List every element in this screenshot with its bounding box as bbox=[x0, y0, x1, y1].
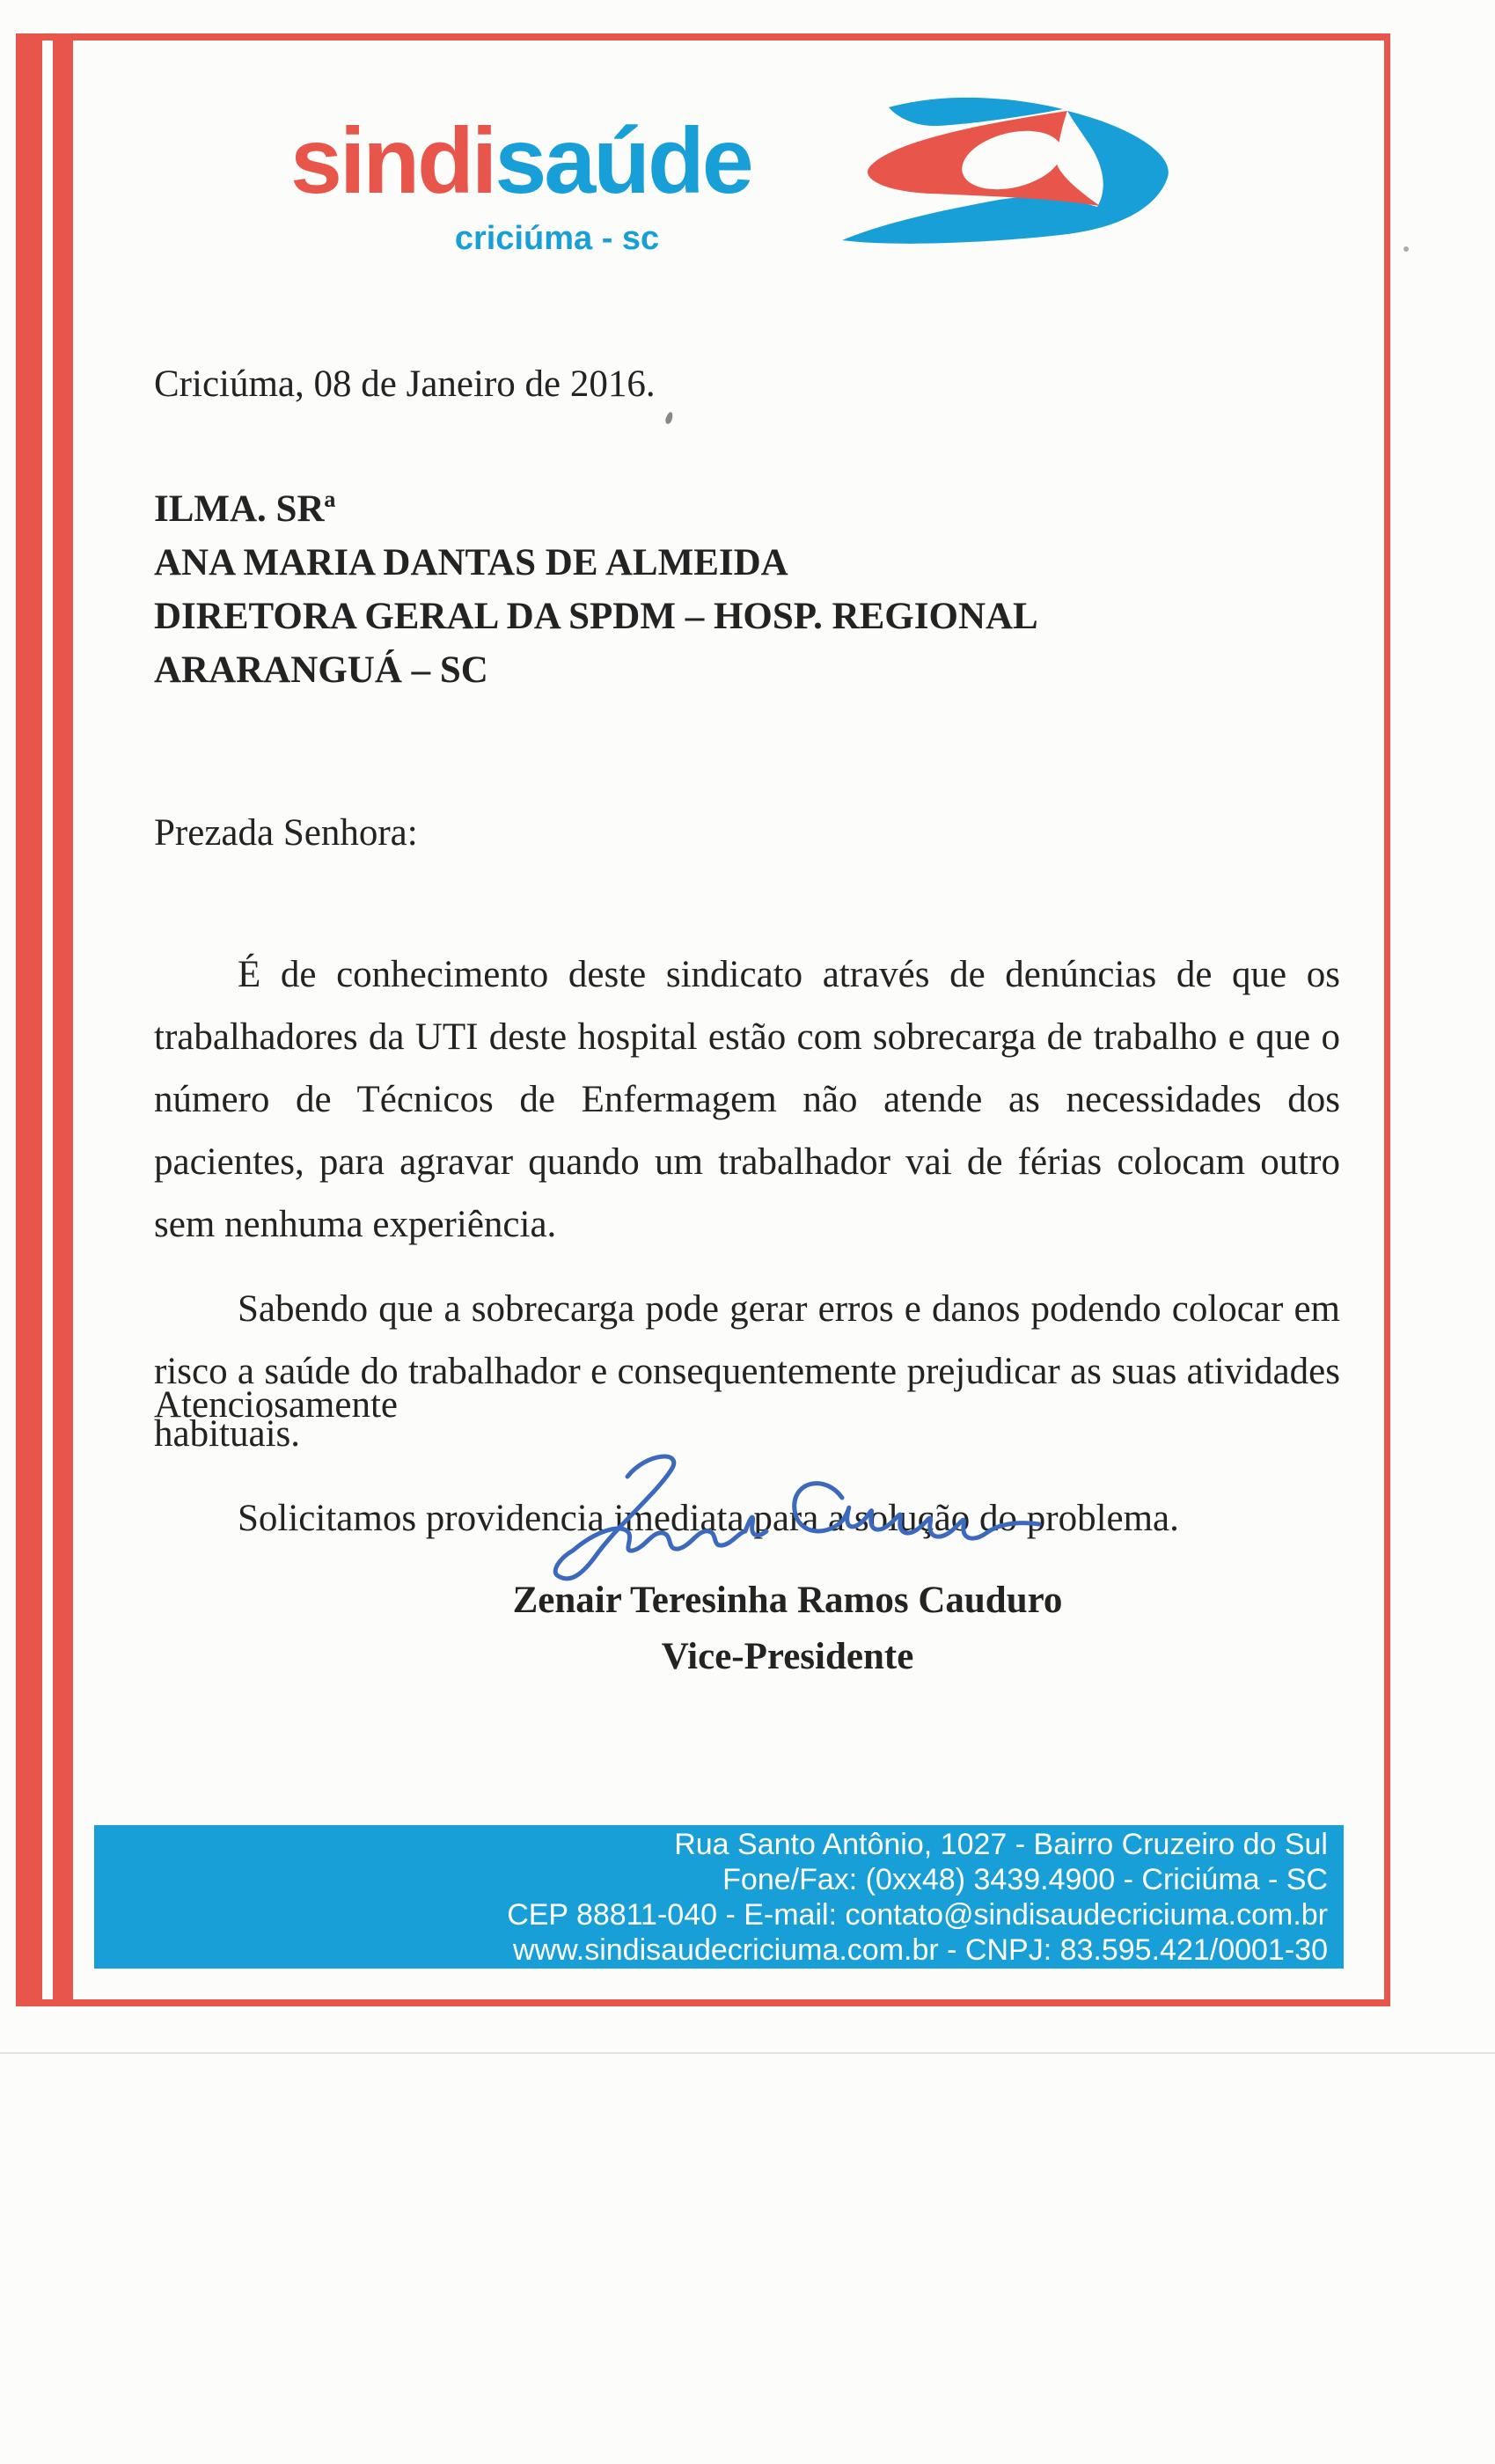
signature-block bbox=[378, 1443, 1197, 1678]
frame-left-thick-bar bbox=[16, 33, 42, 2006]
signature-name: Zenair Teresinha Ramos Cauduro bbox=[512, 1580, 1063, 1621]
logo-wordmark-blue: saúde bbox=[495, 109, 751, 213]
footer-line-email: CEP 88811-040 - E-mail: contato@sindisaudecriciuma.com.br bbox=[507, 1898, 1328, 1932]
scan-page-edge-shadow bbox=[0, 2052, 1495, 2054]
recipient-line: ARARANGUÁ – SC bbox=[154, 649, 488, 691]
scan-speck bbox=[664, 411, 674, 424]
scan-speck bbox=[1403, 246, 1409, 252]
body-paragraph: É de conhecimento deste sindicato através de denúncias de que os trabalhadores da UTI deste hospital estão com sobrecarga de trabalho e que o número de Técnicos de Enfermagem não atende as necessidades dos pacientes, para agravar quando um trabalhador vai de férias colocam outro sem nenhuma experiência. bbox=[154, 954, 1340, 1245]
frame-left-thin-bar bbox=[53, 33, 73, 2006]
signature-title: Vice-Presidente bbox=[661, 1636, 914, 1677]
handwritten-signature bbox=[515, 1443, 1060, 1588]
frame-bottom-rule bbox=[16, 1999, 1390, 2006]
logo-wordmark-red: sindi bbox=[290, 109, 495, 213]
salutation: Prezada Senhora: bbox=[154, 812, 418, 854]
footer-line-phone: Fone/Fax: (0xx48) 3439.4900 - Criciúma - SC bbox=[722, 1863, 1328, 1896]
footer-line-address: Rua Santo Antônio, 1027 - Bairro Cruzeiro do Sul bbox=[674, 1828, 1328, 1861]
recipient-line: ILMA. SRª bbox=[154, 488, 336, 530]
letterhead-logo bbox=[290, 88, 1188, 290]
recipient-line: DIRETORA GERAL DA SPDM – HOSP. REGIONAL bbox=[154, 596, 1038, 637]
footer-line-website-cnpj: www.sindisaudecriciuma.com.br - CNPJ: 83.595.421/0001-30 bbox=[512, 1933, 1328, 1967]
closing-line: Atenciosamente bbox=[154, 1384, 399, 1426]
body-paragraph: Sabendo que a sobrecarga pode gerar erros e danos podendo colocar em risco a saúde do trabalhador e consequentemente prejudicar as suas atividades habituais. bbox=[154, 1288, 1340, 1455]
recipient-block bbox=[154, 482, 1038, 697]
body-paragraph: Solicitamos providencia imediata para a solução do problema. bbox=[238, 1498, 1179, 1539]
logo-subtitle: criciúma - sc bbox=[454, 220, 660, 257]
frame-top-rule bbox=[16, 33, 1390, 40]
logo-wordmark bbox=[290, 109, 751, 213]
recipient-line: ANA MARIA DANTAS DE ALMEIDA bbox=[154, 542, 788, 583]
date-line: Criciúma, 08 de Janeiro de 2016. bbox=[154, 363, 656, 405]
footer-contact-bar bbox=[94, 1825, 1344, 1969]
frame-right-rule bbox=[1384, 33, 1390, 2006]
logo-swoosh-icon bbox=[836, 79, 1206, 290]
